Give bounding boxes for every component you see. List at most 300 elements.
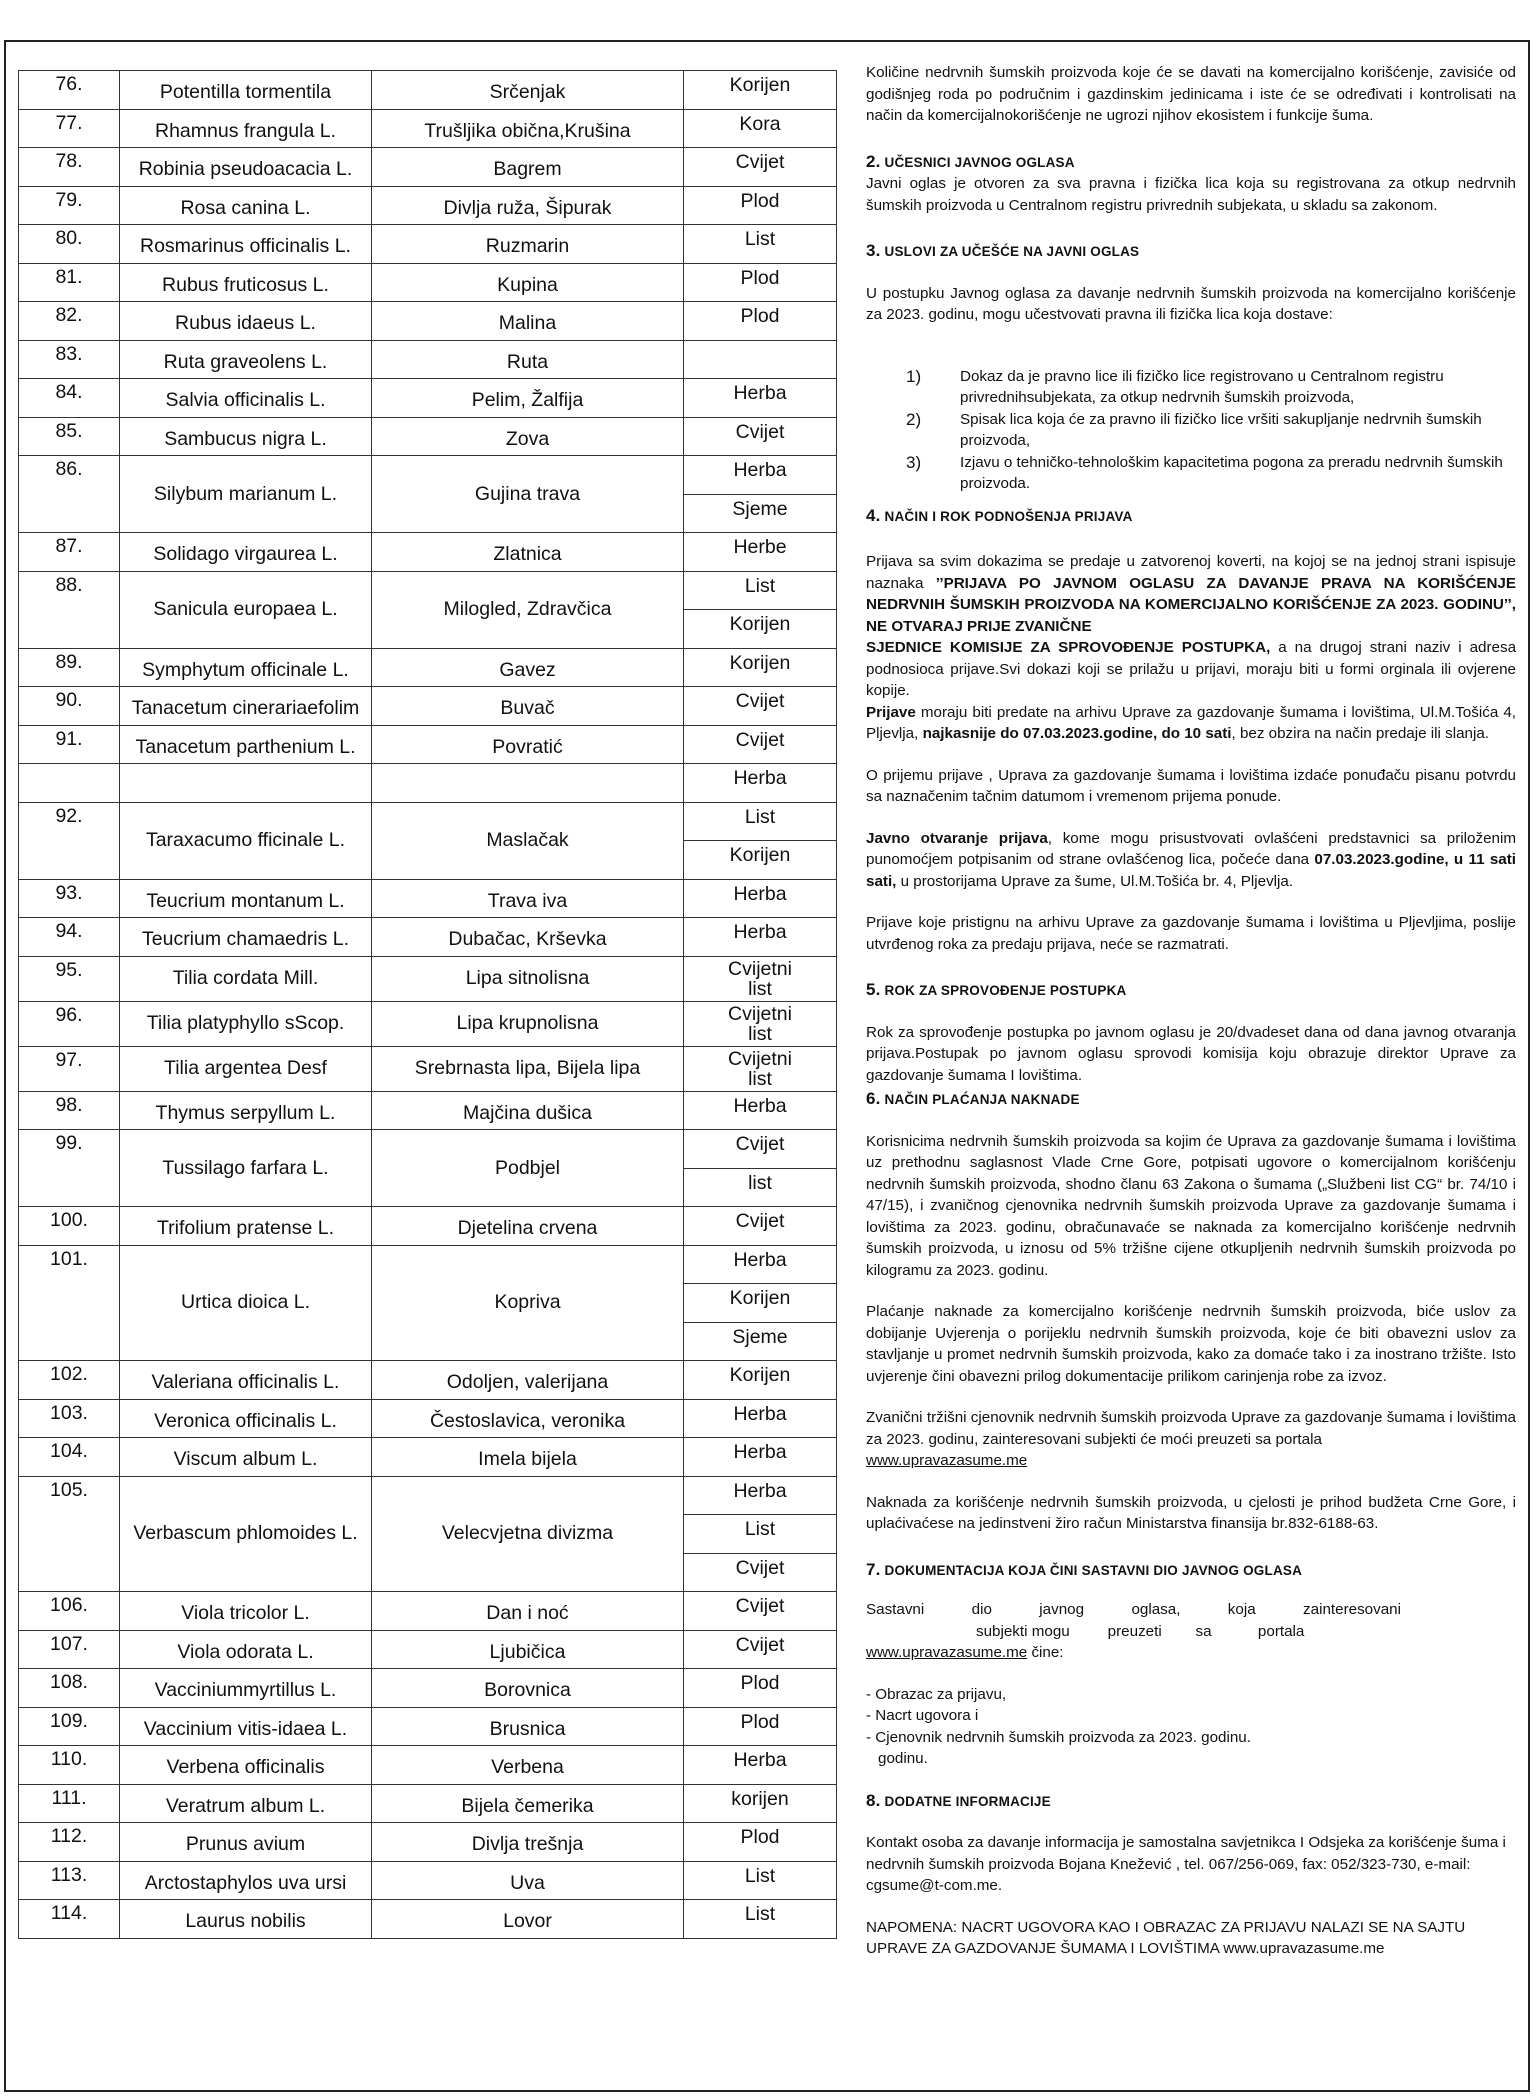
local-name: Borovnica	[484, 1679, 571, 1701]
plant-part-cell	[684, 533, 837, 572]
table-row	[19, 379, 837, 418]
local-name-cell	[372, 533, 684, 572]
local-name-cell	[372, 648, 684, 687]
row-number: 90.	[55, 689, 83, 711]
table-row	[19, 956, 837, 1001]
local-name: Srčenjak	[489, 81, 566, 103]
local-name: Dan i noć	[486, 1602, 569, 1624]
row-number: 100.	[50, 1209, 88, 1231]
row-number: 97.	[55, 1048, 83, 1071]
section-5-heading	[866, 979, 1516, 1002]
local-name-cell	[372, 1091, 684, 1130]
section-4-p1-a: Prijava sa svim dokazima se predaje u zatvorenoj koverti, na kojoj se na jednoj strani ispisuje naznaka	[866, 553, 1516, 592]
plant-part: Kora	[739, 112, 781, 135]
latin-name: Thymus serpyllum L.	[155, 1101, 336, 1124]
table-row	[19, 918, 837, 957]
plant-part-cell	[684, 571, 837, 610]
row-number: 106.	[50, 1594, 88, 1616]
latin-name: Vacciniummyrtillus L.	[154, 1679, 337, 1701]
latin-name: Urtica dioica L.	[181, 1291, 310, 1314]
section-4-p1-d: a na drugoj strani naziv i adresa podnosioca prijave.Svi dokazi koji se prilažu u prijavi, moraju biti u formi orginala ili ovjerene kopije.	[866, 639, 1517, 699]
row-number-cell	[19, 802, 120, 879]
plant-part: List	[744, 228, 776, 250]
plant-part-cell	[684, 1001, 837, 1046]
row-number: 112.	[50, 1825, 88, 1847]
latin-name-cell	[120, 1091, 372, 1130]
row-number-cell	[19, 1784, 120, 1823]
plant-part: Korijen	[729, 74, 791, 96]
plant-part	[684, 341, 836, 343]
plant-part: Herba	[733, 921, 787, 943]
plant-part: Herba	[733, 767, 787, 789]
local-name-cell	[372, 340, 684, 379]
row-number: 105.	[50, 1478, 88, 1501]
local-name: Lipa krupnolisna	[456, 1011, 599, 1034]
latin-name-cell	[120, 1046, 372, 1091]
row-number-cell	[19, 648, 120, 687]
section-4-heading	[866, 505, 1516, 528]
local-name-cell	[372, 918, 684, 957]
latin-name-cell	[120, 148, 372, 187]
row-number-cell	[19, 186, 120, 225]
table-row	[19, 648, 837, 687]
row-number-cell	[19, 1669, 120, 1708]
row-number: 107.	[50, 1632, 88, 1655]
local-name: Velecvjetna divizma	[441, 1522, 614, 1545]
row-number: 111.	[51, 1786, 87, 1809]
local-name: Trušljika obična,Krušina	[424, 119, 631, 142]
section-5-number: 5.	[866, 980, 881, 999]
latin-name: Veratrum album L.	[165, 1794, 326, 1817]
latin-name-cell	[120, 1707, 372, 1746]
row-number: 84.	[55, 381, 83, 403]
latin-name: Viscum album L.	[173, 1448, 318, 1470]
plant-table	[18, 70, 837, 1939]
local-name: Uva	[510, 1871, 545, 1894]
plant-part: List	[744, 1903, 776, 1925]
local-name-cell	[372, 1900, 684, 1939]
table-row	[19, 225, 837, 264]
plant-part: Herbe	[733, 536, 787, 558]
section-7-word: koja	[1227, 1601, 1256, 1618]
table-row	[19, 687, 837, 726]
latin-name-cell	[120, 1900, 372, 1939]
row-number: 89.	[55, 650, 83, 673]
plant-part-cell	[684, 1669, 837, 1708]
local-name: Zova	[505, 427, 550, 450]
plant-table-body	[19, 71, 837, 1939]
row-number-cell	[19, 1707, 120, 1746]
section-4-p2-d: , bez obzira na način predaje ili slanja.	[1231, 725, 1490, 742]
section-6-p4: Naknada za korišćenje nedrvnih šumskih proizvoda, u cjelosti je prihod budžeta Crne Gore, i uplaćivaćese na jedinstveni žiro račun Ministarstva finansija br.832-6188-63.	[866, 1493, 1516, 1532]
plant-part-cell	[684, 1861, 837, 1900]
table-row	[19, 1130, 837, 1169]
table-row	[19, 186, 837, 225]
row-number-cell	[19, 1823, 120, 1862]
plant-part: Korijen	[729, 844, 791, 866]
row-number-cell	[19, 1476, 120, 1592]
section-4-number: 4.	[866, 505, 881, 525]
plant-part: Herba	[733, 382, 787, 404]
local-name: Ljubičica	[489, 1640, 566, 1663]
local-name: Divlja trešnja	[471, 1833, 584, 1855]
row-number: 99.	[55, 1132, 83, 1154]
table-row	[19, 802, 837, 841]
section-8-number: 8.	[866, 1790, 881, 1810]
local-name: Gavez	[499, 658, 556, 681]
local-name-cell	[372, 186, 684, 225]
table-row	[19, 1245, 837, 1284]
plant-part-cell	[684, 1438, 837, 1477]
section-7-line2: subjekti mogu preuzeti sa portala	[976, 1622, 1305, 1640]
section-6-number: 6.	[866, 1089, 881, 1108]
row-number: 104.	[50, 1440, 88, 1462]
plant-part: Cvijetni list	[728, 1002, 792, 1045]
local-name: Povratić	[492, 735, 563, 758]
condition-number: 1)	[906, 366, 922, 386]
local-name-cell	[372, 1001, 684, 1046]
section-8-heading	[866, 1790, 1516, 1813]
condition-text: Izjavu o tehničko-tehnološkim kapacitetima pogona za preradu nedrvnih šumskih proizvoda.	[960, 453, 1503, 492]
local-name: Kopriva	[494, 1291, 561, 1314]
table-row	[19, 456, 837, 495]
section-6-p1: Korisnicima nedrvnih šumskih proizvoda sa kojim će Uprava za gazdovanje šumama i lovištima uz prethodnu saglasnost Vlade Crne Gore, potpisati ugovore o komercijalnom korišćenju nedrvnih šumskih proizvoda, shodno članu 63 Zakona o šumama („Službeni list CG“ br. 74/10 i 47/15), i zvaničnog cjenovnika nedrvnih šumskih proizvoda Uprave za gazdovanje šumama i lovištima za 2023. godinu, obračunavaće se naknada za komercijalno korišćenje nedrvnih šumskih proizvoda, u iznosu od 5% tržišne cijene otkupljenih nedrvnih šumskih proizvoda po kilogramu za 2023. godinu.	[866, 1132, 1516, 1279]
plant-part-cell	[684, 417, 837, 456]
plant-part-cell	[684, 1784, 837, 1823]
latin-name-cell	[120, 1861, 372, 1900]
plant-part-cell	[684, 648, 837, 687]
plant-part: List	[744, 1864, 776, 1887]
row-number: 108.	[50, 1671, 88, 1693]
plant-part: Sjeme	[732, 497, 788, 520]
local-name-cell	[372, 764, 684, 803]
table-row	[19, 302, 837, 341]
plant-part-cell	[684, 1515, 837, 1554]
plant-part-cell	[684, 1707, 837, 1746]
latin-name-cell	[120, 918, 372, 957]
table-row	[19, 533, 837, 572]
latin-name: Rosmarinus officinalis L.	[140, 235, 351, 257]
local-name-cell	[372, 379, 684, 418]
table-row	[19, 1361, 837, 1400]
row-number-cell	[19, 1130, 120, 1207]
plant-part-cell	[684, 1284, 837, 1323]
local-name-cell	[372, 225, 684, 264]
latin-name: Taraxacumo fficinale L.	[145, 829, 346, 851]
right-column	[866, 62, 1516, 1960]
section-3-text: U postupku Javnog oglasa za davanje nedrvnih šumskih proizvoda na komercijalno korišćenje za 2023. godinu, mogu učestvovati pravna ili fizička lica koja dostave:	[866, 284, 1516, 323]
conditions-list	[866, 366, 1516, 495]
section-6-p2: Plaćanje naknade za komercijalno korišćenje nedrvnih šumskih proizvoda, biće uslov za dobijanje Uvjerenja o porijeklu nedrvnih šumskih proizvoda, koje će biti obavezni uslov za stavljanje u promet nedrvnih šumskih proizvoda, kako za domaće tako i za inostrano tržište. Isto uvjerenje čini obavezni prilog dokumentacije prilikom carinjenja robe za izvoz.	[866, 1303, 1516, 1385]
plant-part: List	[744, 1518, 776, 1540]
latin-name: Arctostaphylos uva ursi	[144, 1871, 347, 1894]
latin-name: Sanicula europaea L.	[153, 598, 338, 620]
plant-part-cell	[684, 1823, 837, 1862]
latin-name: Teucrium chamaedris L.	[142, 928, 349, 950]
latin-name-cell	[120, 186, 372, 225]
latin-name: Symphytum officinale L.	[142, 658, 349, 681]
row-number-cell	[19, 379, 120, 418]
plant-part: Herba	[733, 882, 787, 905]
table-row	[19, 340, 837, 379]
row-number-cell	[19, 71, 120, 110]
latin-name-cell	[120, 1476, 372, 1592]
section-2-heading	[866, 151, 1516, 174]
local-name-cell	[372, 1707, 684, 1746]
document-item-tail: godinu.	[878, 1750, 928, 1767]
latin-name-cell	[120, 71, 372, 110]
section-8-title: DODATNE INFORMACIJE	[884, 1793, 1051, 1809]
local-name-cell	[372, 1207, 684, 1246]
plant-part-cell	[684, 879, 837, 918]
plant-part: Cvijet	[735, 1633, 785, 1656]
table-row	[19, 71, 837, 110]
plant-part: korijen	[731, 1787, 789, 1810]
document-item-text: Cjenovnik nedrvnih šumskih proizvoda za 2023. godinu.	[875, 1728, 1251, 1746]
table-row	[19, 1823, 837, 1862]
latin-name-cell	[120, 417, 372, 456]
local-name: Malina	[498, 312, 557, 334]
plant-part-cell	[684, 1630, 837, 1669]
latin-name-cell	[120, 1001, 372, 1046]
plant-part-cell	[684, 1399, 837, 1438]
plant-part-cell	[684, 841, 837, 880]
row-number: 91.	[55, 727, 83, 750]
row-number-cell	[19, 340, 120, 379]
local-name-cell	[372, 417, 684, 456]
section-5-title: ROK ZA SPROVOĐENJE POSTUPKA	[884, 983, 1127, 998]
plant-part-cell	[684, 725, 837, 764]
portal-link-2[interactable]: www.upravazasume.me	[866, 1644, 1028, 1661]
local-name-cell	[372, 1592, 684, 1631]
plant-part: Plod	[740, 1710, 780, 1733]
plant-part: Cvijet	[735, 420, 785, 443]
latin-name-cell	[120, 1245, 372, 1361]
plant-part: Korijen	[729, 1287, 791, 1309]
plant-part-cell	[684, 1207, 837, 1246]
local-name-cell	[372, 1438, 684, 1477]
plant-part: Cvijet	[735, 151, 785, 173]
row-number-cell	[19, 1746, 120, 1785]
latin-name-cell	[120, 263, 372, 302]
local-name: Ruzmarin	[485, 235, 570, 257]
latin-name-cell	[120, 1784, 372, 1823]
local-name: Lovor	[503, 1910, 552, 1932]
local-name: Ruta	[506, 350, 549, 373]
plant-part-cell	[684, 1476, 837, 1515]
row-number: 81.	[55, 265, 83, 288]
table-row	[19, 1630, 837, 1669]
row-number: 96.	[55, 1003, 83, 1026]
plant-part: List	[744, 805, 776, 828]
latin-name: Robinia pseudoacacia L.	[138, 158, 353, 180]
latin-name-cell	[120, 225, 372, 264]
latin-name-cell	[120, 571, 372, 648]
table-row	[19, 571, 837, 610]
plant-part-cell	[684, 456, 837, 495]
section-7-word: Sastavni	[866, 1601, 925, 1618]
local-name: Lipa sitnolisna	[465, 966, 590, 989]
plant-part: Plod	[740, 189, 780, 212]
plant-part-cell	[684, 1130, 837, 1169]
local-name: Verbena	[491, 1756, 564, 1778]
row-number-cell	[19, 956, 120, 1001]
table-row	[19, 1399, 837, 1438]
condition-text: Dokaz da je pravno lice ili fizičko lice registrovano u Centralnom registru privrednihsubjekata, za otkup nedrvnih šumskih proizvoda,	[960, 367, 1444, 406]
local-name-cell	[372, 1823, 684, 1862]
table-row	[19, 1707, 837, 1746]
row-number-cell	[19, 1861, 120, 1900]
section-7-title: DOKUMENTACIJA KOJA ČINI SASTAVNI DIO JAVNOG OGLASA	[884, 1562, 1303, 1578]
latin-name: Salvia officinalis L.	[165, 389, 326, 411]
plant-part: Korijen	[729, 1364, 791, 1386]
section-6-heading	[866, 1088, 1516, 1111]
latin-name: Prunus avium	[185, 1833, 306, 1855]
plant-part-cell	[684, 225, 837, 264]
local-name: Kupina	[497, 273, 558, 296]
latin-name-cell	[120, 1207, 372, 1246]
plant-part: Herba	[733, 1248, 787, 1271]
section-4-p1-c: SJEDNICE KOMISIJE ZA SPROVOĐENJE POSTUPKA,	[866, 639, 1271, 656]
latin-name	[120, 764, 371, 774]
row-number: 95.	[55, 958, 83, 981]
local-name-cell	[372, 302, 684, 341]
latin-name: Tilia argentea Desf	[164, 1056, 327, 1079]
plant-part: Herba	[733, 1441, 787, 1463]
section-6-p3-text: Zvanični tržišni cjenovnik nedrvnih šumskih proizvoda Uprave za gazdovanje šumama i lovištima za 2023. godinu, zainteresovani subjekti će moći preuzeti sa portala	[866, 1409, 1516, 1448]
section-3-number: 3.	[866, 241, 881, 260]
local-name: Podbjel	[494, 1156, 561, 1179]
local-name: Pelim, Žalfija	[471, 389, 584, 411]
latin-name: Tussilago farfara L.	[162, 1156, 329, 1179]
plant-part-cell	[684, 109, 837, 148]
latin-name-cell	[120, 802, 372, 879]
row-number: 114.	[50, 1902, 88, 1924]
latin-name-cell	[120, 1823, 372, 1862]
local-name-cell	[372, 1130, 684, 1207]
documents-list	[866, 1684, 1516, 1770]
local-name-cell	[372, 456, 684, 533]
latin-name-cell	[120, 1130, 372, 1207]
row-number-cell	[19, 1900, 120, 1939]
local-name-cell	[372, 71, 684, 110]
latin-name-cell	[120, 764, 372, 803]
latin-name: Rhamnus frangula L.	[154, 119, 337, 142]
latin-name: Verbascum phlomoides L.	[133, 1522, 358, 1545]
latin-name: Tanacetum parthenium L.	[135, 735, 356, 758]
plant-part: Cvijet	[735, 690, 785, 712]
row-number: 88.	[55, 573, 83, 596]
row-number-cell	[19, 148, 120, 187]
plant-part: Cvijet	[735, 1595, 785, 1617]
row-number-cell	[19, 302, 120, 341]
table-row	[19, 148, 837, 187]
local-name-cell	[372, 1399, 684, 1438]
row-number: 85.	[55, 419, 83, 442]
row-number: 102.	[50, 1363, 88, 1385]
local-name: Majčina dušica	[463, 1101, 592, 1124]
row-number-cell	[19, 1399, 120, 1438]
latin-name-cell	[120, 109, 372, 148]
section-3-title: USLOVI ZA UČEŠĆE NA JAVNI OGLAS	[884, 244, 1140, 259]
local-name-cell	[372, 263, 684, 302]
section-7-heading	[866, 1559, 1516, 1582]
local-name-cell	[372, 1361, 684, 1400]
section-4-p4	[866, 828, 1516, 893]
latin-name-cell	[120, 725, 372, 764]
row-number: 93.	[55, 881, 83, 904]
local-name: Gujina trava	[474, 482, 581, 505]
local-name: Srebrnasta lipa, Bijela lipa	[414, 1056, 641, 1079]
row-number: 83.	[55, 342, 83, 365]
plant-part: Korijen	[729, 613, 791, 635]
table-row	[19, 1900, 837, 1939]
document-item-text: Obrazac za prijavu,	[875, 1685, 1007, 1703]
latin-name: Sambucus nigra L.	[164, 427, 327, 450]
plant-part-cell	[684, 148, 837, 187]
local-name-cell	[372, 1630, 684, 1669]
section-8-p2: NAPOMENA: NACRT UGOVORA KAO I OBRAZAC ZA PRIJAVU NALAZI SE NA SAJTU UPRAVE ZA GAZDOVANJE ŠUMAMA I LOVIŠTIMA www.upravazasume.me	[866, 1918, 1466, 1957]
table-row	[19, 879, 837, 918]
plant-part: Herba	[733, 1402, 787, 1425]
plant-part: Cvijet	[735, 1133, 785, 1155]
row-number: 92.	[55, 804, 83, 827]
latin-name-cell	[120, 687, 372, 726]
local-name-cell	[372, 148, 684, 187]
section-2-title: UČESNICI JAVNOG OGLASA	[884, 154, 1075, 170]
plant-part: Cvijet	[735, 1210, 785, 1232]
section-7-word: zainteresovani	[1303, 1601, 1401, 1618]
latin-name-cell	[120, 1438, 372, 1477]
local-name: Trava iva	[487, 889, 568, 912]
portal-link[interactable]: www.upravazasume.me	[866, 1452, 1028, 1469]
local-name: Bijela čemerika	[461, 1794, 594, 1817]
table-row	[19, 1861, 837, 1900]
local-name: Imela bijela	[478, 1448, 577, 1470]
local-name: Dubačac, Krševka	[448, 928, 607, 950]
row-number-cell	[19, 1091, 120, 1130]
row-number: 87.	[55, 535, 83, 557]
local-name-cell	[372, 1476, 684, 1592]
document-item: - Nacrt ugovora i	[866, 1707, 979, 1724]
table-row	[19, 1001, 837, 1046]
table-row	[19, 725, 837, 764]
row-number-cell	[19, 1207, 120, 1246]
plant-part: Cvijet	[735, 1556, 785, 1579]
table-row	[19, 1207, 837, 1246]
row-number: 94.	[55, 920, 83, 942]
plant-part: Plod	[740, 305, 780, 327]
table-row	[19, 1091, 837, 1130]
latin-name: Viola odorata L.	[177, 1640, 314, 1663]
local-name: Divlja ruža, Šipurak	[443, 196, 612, 219]
latin-name-cell	[120, 456, 372, 533]
local-name: Čestoslavica, veronika	[429, 1409, 626, 1432]
plant-part: Herba	[733, 1749, 787, 1771]
latin-name: Silybum marianum L.	[153, 482, 338, 505]
row-number-cell	[19, 533, 120, 572]
latin-name: Tanacetum cinerariaefolim	[131, 697, 360, 719]
section-4-p5: Prijave koje pristignu na arhivu Uprave za gazdovanje šumama i lovištima u Pljevljima, poslije utvrđenog roka za predaju prijava, neće se razmatrati.	[866, 914, 1516, 953]
row-number: 86.	[55, 458, 83, 480]
latin-name-cell	[120, 1746, 372, 1785]
plant-part-cell	[684, 918, 837, 957]
plant-part-cell	[684, 494, 837, 533]
table-row	[19, 1592, 837, 1631]
row-number: 79.	[55, 188, 83, 211]
latin-name: Laurus nobilis	[185, 1910, 306, 1932]
latin-name-cell	[120, 1399, 372, 1438]
